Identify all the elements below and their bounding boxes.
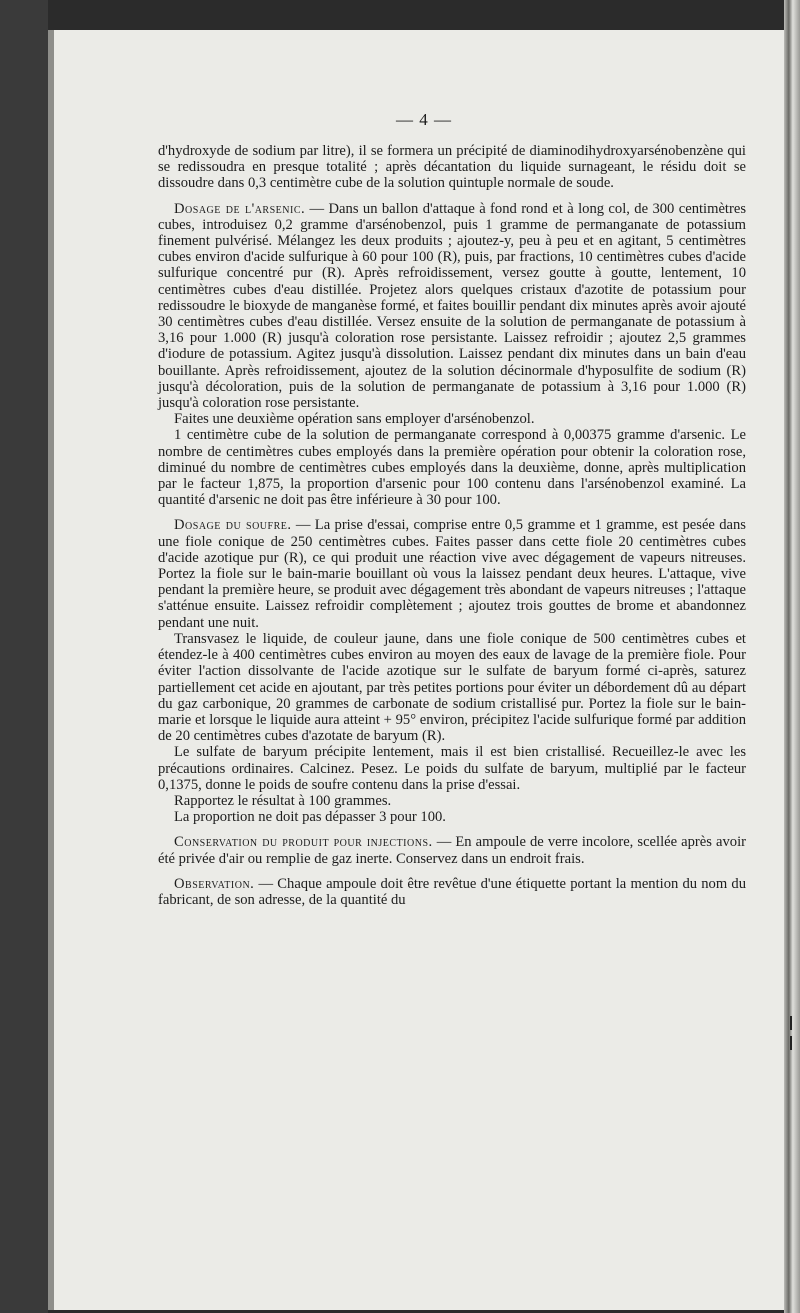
section-heading-soufre: Dosage du soufre. (174, 517, 292, 534)
section-body-observation: — Chaque ampoule doit être revêtue d'une étiquette portant la mention du nom du fabricant, de son adresse, de la quantité du (158, 875, 746, 908)
body-text (158, 143, 746, 908)
paragraph-sulfate: Le sulfate de baryum précipite lentement, mais il est bien cristallisé. Recueillez-le avec les précautions ordinaires. Calcinez. Pesez. Le poids du sulfate de baryum, multiplié par le facteur 0,1375, donne le poids de soufre contenu dans la prise d'essai. (158, 744, 746, 793)
section-dosage-soufre (158, 517, 746, 630)
section-body-soufre: — La prise d'essai, comprise entre 0,5 gramme et 1 gramme, est pesée dans une fiole conique de 250 centimètres cubes. Faites passer dans cette fiole 20 centimètres cubes d'acide azotique pur (R), ce qui produit une réaction vive avec dégagement de vapeurs nitreuses. Portez la fiole sur le bain-marie bouillant où vous la laissez pendant deux heures. L'attaque, vive pendant la première heure, se produit avec dégagement très abondant de vapeurs nitreuses ; l'attaque s'atténue ensuite. Laissez refroidir complètement ; ajoutez trois gouttes de brome et abandonnez pendant une nuit. (158, 517, 746, 631)
paragraph-calculation: 1 centimètre cube de la solution de permanganate correspond à 0,00375 gramme d'arsenic. Le nombre de centimètres cubes employés dans la première opération pour obtenir la coloration rose, diminué du nombre de centimètres cubes employés dans la deuxième, donne, après multiplication par le facteur 1,875, la proportion d'arsenic pour 100 contenu dans l'arsénobenzol examiné. La quantité d'arsenic ne doit pas être inférieure à 30 pour 100. (158, 427, 746, 509)
paragraph-continuation: d'hydroxyde de sodium par litre), il se formera un précipité de diaminodihydroxyarsénobenzène qui se redissoudra en presque totalité ; après décantation du liquide surnageant, le résidu doit se dissoudre dans 0,3 centimètre cube de la solution quintuple normale de soude. (158, 143, 746, 192)
section-heading-conservation: Conservation du produit pour injections. (174, 834, 433, 851)
section-observation (158, 876, 746, 908)
section-body-arsenic: — Dans un ballon d'attaque à fond rond et à long col, de 300 centimètres cubes, introduisez 0,2 gramme d'arsénobenzol, puis 1 gramme de permanganate de potassium finement pulvérisé. Mélangez les deux produits ; ajoutez-y, peu à peu et en agitant, 5 centimètres cubes environ d'acide sulfurique à 60 pour 100 (R), puis, par fractions, 10 centimètres cubes d'acide sulfurique concentré pur (R). Après refroidissement, versez goutte à goutte, lentement, 10 centimètres cubes d'eau distillée. Projetez alors quelques cristaux d'azotite de potassium pour redissoudre le bioxyde de manganèse formé, et faites bouillir pendant dix minutes après avoir ajouté 30 centimètres cubes d'eau distillée. Versez ensuite de la solution de permanganate de potassium à 3,16 pour 1.000 (R) jusqu'à coloration rose persistante. Laissez refroidir ; ajoutez 2,5 grammes d'iodure de potassium. Agitez jusqu'à dissolution. Laissez pendant dix minutes dans un bain d'eau bouillante. Après refroidissement, ajoutez de la solution décinormale d'hyposulfite de sodium (R) jusqu'à décoloration, puis de la solution de permanganate de potassium à 3,16 pour 1.000 (R) jusqu'à coloration rose persistante. (158, 200, 746, 412)
bleed-through-marks (786, 1010, 798, 1070)
scan-background-left (0, 0, 48, 1313)
section-body-conservation: — En ampoule de verre incolore, scellée après avoir été privée d'air ou remplie de gaz inerte. Conservez dans un endroit frais. (158, 834, 746, 867)
section-heading-arsenic: Dosage de l'arsenic. (174, 200, 306, 217)
paragraph-rapportez: Rapportez le résultat à 100 grammes. (174, 792, 392, 809)
paragraph-transvasez: Transvasez le liquide, de couleur jaune, dans une fiole conique de 500 centimètres cubes et étendez-le à 400 centimètres cubes environ au moyen des eaux de lavage de la première fiole. Pour éviter l'action dissolvante de l'acide azotique sur le sulfate de baryum formé ci-après, saturez partiellement cet acide en ajoutant, par très petites portions pour éviter un débordement dû au départ du gaz carbonique, 20 grammes de carbonate de sodium cristallisé pur. Portez la fiole sur le bain-marie et lorsque le liquide aura atteint + 95° environ, précipitez l'acide sulfurique formé par addition de 20 centimètres cubes d'azotate de baryum (R). (158, 630, 746, 745)
section-dosage-arsenic (158, 201, 746, 412)
page-edge-right (784, 0, 800, 1313)
paragraph-second-operation: Faites une deuxième opération sans employer d'arsénobenzol. (174, 411, 535, 428)
document-page (48, 30, 786, 1310)
section-conservation (158, 834, 746, 866)
section-heading-observation: Observation. (174, 875, 255, 892)
paragraph-proportion: La proportion ne doit pas dépasser 3 pour 100. (174, 809, 446, 826)
page-number: — 4 — (396, 110, 452, 129)
